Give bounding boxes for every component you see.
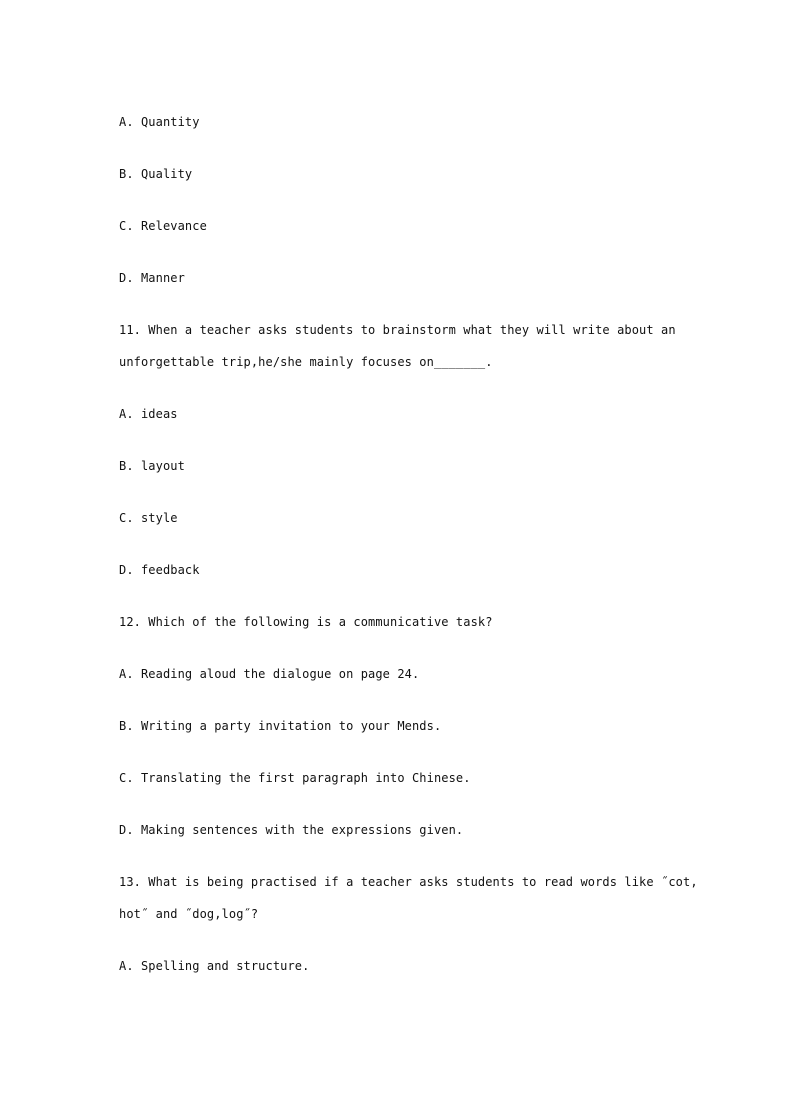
q12-option-d: D. Making sentences with the expressions given. <box>119 823 464 837</box>
q12-option-a: A. Reading aloud the dialogue on page 24. <box>119 667 420 681</box>
q10-option-d: D. Manner <box>119 271 185 285</box>
q12-option-b: B. Writing a party invitation to your Mends. <box>119 719 442 733</box>
q11-stem-line-1: 11. When a teacher asks students to brainstorm what they will write about an <box>119 323 676 337</box>
q13-stem-line-2: hot˝ and ˝dog,log˝? <box>119 907 259 921</box>
q11-option-d: D. feedback <box>119 563 200 577</box>
q13-option-a: A. Spelling and structure. <box>119 959 310 973</box>
q13-stem-line-1: 13. What is being practised if a teacher asks students to read words like ˝cot, <box>119 875 698 889</box>
q12-option-c: C. Translating the first paragraph into Chinese. <box>119 771 471 785</box>
q10-option-c: C. Relevance <box>119 219 207 233</box>
q11-option-a: A. ideas <box>119 407 178 421</box>
q10-option-b: B. Quality <box>119 167 193 181</box>
q10-option-a: A. Quantity <box>119 115 200 129</box>
q11-option-b: B. layout <box>119 459 185 473</box>
q12-stem: 12. Which of the following is a communicative task? <box>119 615 493 629</box>
q11-stem-line-2: unforgettable trip,he/she mainly focuses on_______. <box>119 355 493 369</box>
q11-option-c: C. style <box>119 511 178 525</box>
